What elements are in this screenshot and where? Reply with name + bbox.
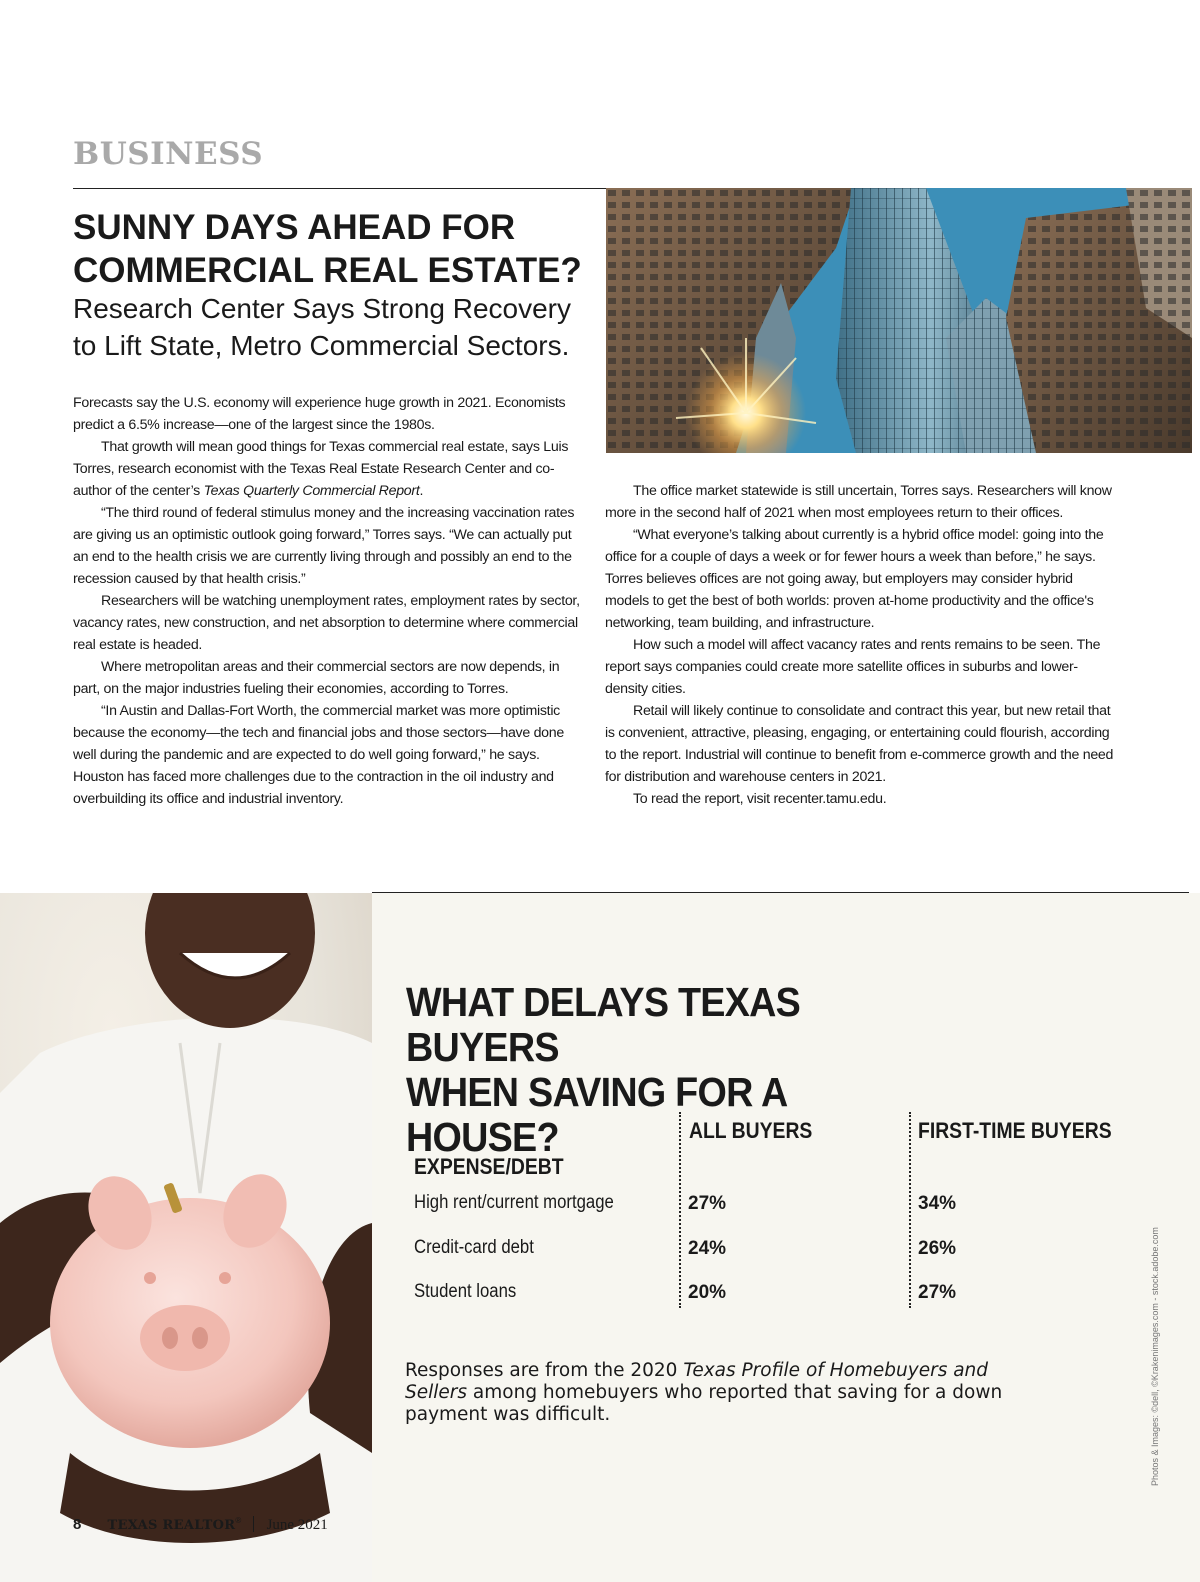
table-cell-all: 20% [688,1282,727,1303]
table-row-label: Student loans [414,1281,517,1302]
paragraph [73,436,585,502]
sidebar-title-line2: WHEN SAVING FOR A HOUSE? [406,1069,787,1160]
sidebar-title-line1: WHAT DELAYS TEXAS BUYERS [406,979,801,1070]
paragraph: Researchers will be watching unemployment rates, employment rates by sector, vacancy rates, new construction, and net absorption to determine where commercial real estate is headed. [73,593,580,653]
column-header-all-buyers: ALL BUYERS [689,1118,813,1143]
survey-title: Texas Profile of Homebuyers and Sellers [405,1360,989,1403]
paragraph: Forecasts say the U.S. economy will experience huge growth in 2021. Economists predict a 6.5% increase—one of the largest since the 1980s. [73,395,566,433]
skyscrapers-photo [606,188,1192,453]
paragraph: “The third round of federal stimulus money and the increasing vaccination rates are giving us an optimistic outlook going forward,” Torres says. “We can actually put an end to the health crisis we are currently living through and possibly an end to the recession caused by that health crisis.” [73,505,575,587]
column-divider-all [679,1112,681,1308]
table-cell-first: 34% [918,1193,957,1214]
note-text-end: among homebuyers who reported that saving for a down payment was difficult. [405,1382,1003,1425]
page-footer [73,1516,328,1534]
note-text: Responses are from the 2020 [405,1360,684,1381]
paragraph: The office market statewide is still uncertain, Torres says. Researchers will know more in the second half of 2021 when most employees return to their offices. [605,483,1112,521]
report-title: Texas Quarterly Commercial Report [203,483,420,499]
paragraph: Retail will likely continue to consolidate and contract this year, but new retail that is convenient, attractive, pleasing, engaging, or entertaining could flourish, according to the report. Industrial will continue to benefit from e-commerce growth and the need for distribution and warehouse centers in 2021. [605,703,1114,785]
skyscrapers-illustration [606,188,1192,453]
paragraph-text-end: . [419,483,424,499]
paragraph: How such a model will affect vacancy rates and rents remains to be seen. The report says companies could create more satellite offices in suburbs and lower-density cities. [605,637,1101,697]
publication-name: TEXAS REALTOR [107,1518,236,1533]
column-header-first-time-buyers: FIRST-TIME BUYERS [918,1118,1112,1143]
table-row-label: Credit-card debt [414,1237,534,1258]
footer-separator [253,1516,254,1532]
article-subhead: Research Center Says Strong Recovery to Lift State, Metro Commercial Sectors. [73,293,571,361]
column-divider-first [909,1112,911,1308]
sidebar-source-note [405,1360,1045,1426]
piggy-bank-illustration [0,893,372,1582]
table-cell-first: 27% [918,1282,957,1303]
table-row-label: High rent/current mortgage [414,1192,614,1213]
issue-date: June 2021 [266,1517,328,1533]
piggy-bank-photo [0,893,372,1582]
paragraph: To read the report, visit recenter.tamu.edu. [633,791,887,807]
article-column-left [73,392,585,810]
article-column-right [605,480,1117,810]
row-header-expense-debt: EXPENSE/DEBT [414,1154,564,1179]
registered-mark: ® [235,1516,242,1525]
article-headline: SUNNY DAYS AHEAD FOR COMMERCIAL REAL ESTATE? [73,208,582,290]
table-cell-all: 27% [688,1193,727,1214]
paragraph: Where metropolitan areas and their commercial sectors are now depends, in part, on the major industries fueling their economies, according to Torres. [73,659,560,697]
table-cell-first: 26% [918,1238,957,1259]
photo-credit: Photos & Images: ©dell, ©Krakenimages.com - stock.adobe.com [1150,1227,1160,1486]
top-divider [73,188,606,189]
table-cell-all: 24% [688,1238,727,1259]
page-number: 8 [73,1516,82,1533]
paragraph: “What everyone’s talking about currently is a hybrid office model: going into the office for a couple of days a week or for fewer hours a week than before,” he says. Torres believes offices are not going away, but employers may consider hybrid models to get the best of both worlds: proven at-home productivity and the office's networking, team building, and infrastructure. [605,527,1104,631]
sidebar-title [406,980,921,1160]
section-label: BUSINESS [73,136,264,172]
paragraph-text: That growth will mean good things for Texas commercial real estate, says Luis Torres, research economist with the Texas Real Estate Research Center and co-author of the center’s [73,439,569,499]
paragraph: “In Austin and Dallas-Fort Worth, the commercial market was more optimistic because the economy—the tech and financial jobs and those sectors—have done well during the pandemic and are expected to do well going forward,” he says. Houston has faced more challenges due to the contraction in the oil industry and overbuilding its office and industrial inventory. [73,703,564,807]
